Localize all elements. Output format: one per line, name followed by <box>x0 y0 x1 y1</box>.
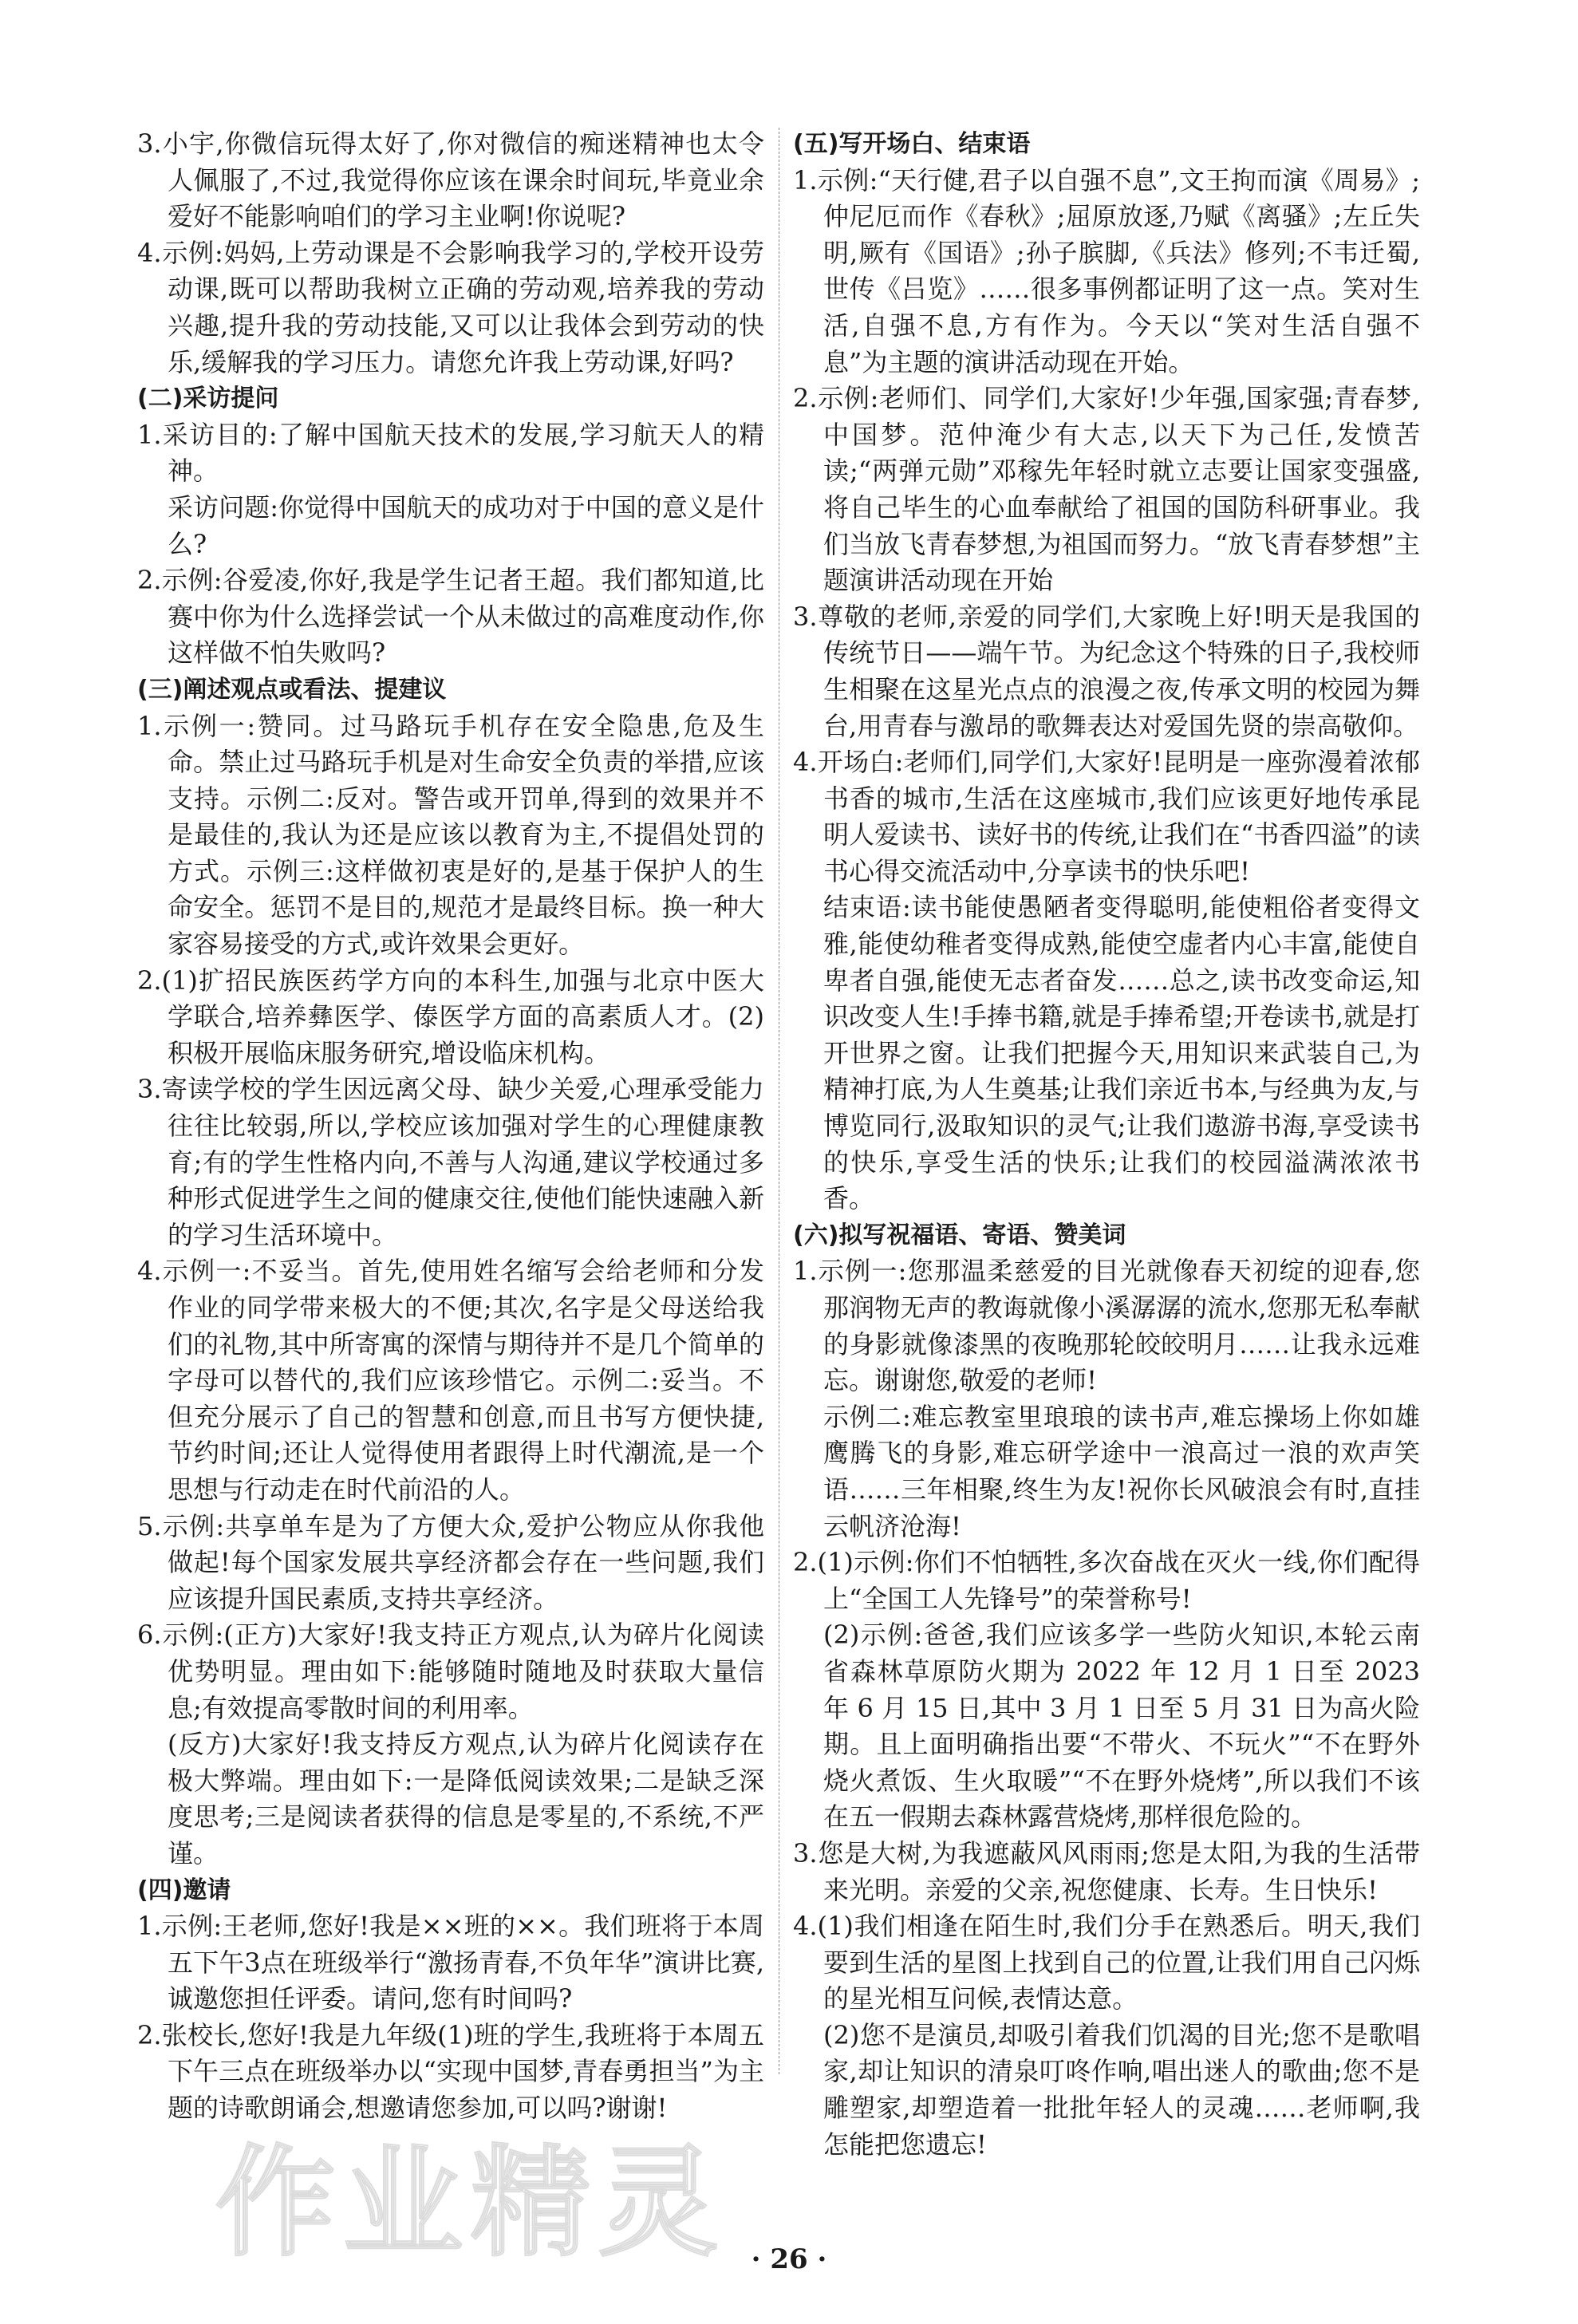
answer-item: 4.示例一:不妥当。首先,使用姓名缩写会给老师和分发作业的同学带来极大的不便;其次,名字是父母送给我们的礼物,其中所寄寓的深情与期待并不是几个简单的字母可以替代的,我们应该珍惜它。示例二:妥当。不但充分展示了自己的智慧和创意,而且书写方便快捷,节约时间;还让人觉得使用者跟得上时代潮流,是一个思想与行动走在时代前沿的人。 <box>137 1256 764 1505</box>
answer-continuation: (2)您不是演员,却吸引着我们饥渴的目光;您不是歌唱家,却让知识的清泉叮咚作响,唱出迷人的歌曲;您不是雕塑家,却塑造着一批批年轻人的灵魂……老师啊,我怎能把您遗忘! <box>823 2019 1420 2160</box>
answer-item: 2.(1)示例:你们不怕牺牲,多次奋战在灭火一线,你们配得上“全国工人先锋号”的荣誉称号! <box>793 1547 1420 1614</box>
answer-continuation: (反方)大家好!我支持反方观点,认为碎片化阅读存在极大弊端。理由如下:一是降低阅读效果;二是缺乏深度思考;三是阅读者获得的信息是零星的,不系统,不严谨。 <box>168 1729 764 1868</box>
answer-item: 1.示例:“天行健,君子以自强不息”,文王拘而演《周易》;仲尼厄而作《春秋》;屈原放逐,乃赋《离骚》;左丘失明,厥有《国语》;孙子膑脚,《兵法》修列;不韦迁蜀,世传《吕览》……很多事例都证明了这一点。笑对生活,自强不息,方有作为。今天以“笑对生活自强不息”为主题的演讲活动现在开始。 <box>793 164 1420 377</box>
left-column <box>137 126 764 2127</box>
answer-continuation: (2)示例:爸爸,我们应该多学一些防火知识,本轮云南省森林草原防火期为 2022 年 12 月 1 日至 2023 年 6 月 15 日,其中 3 月 1 日至 5 月 31 日为高火险期。且上面明确指出要“不带火、不玩火”“不在野外烧火煮饭、生火取暖”“不在野外烧烤”,所以我们不该在五一假期去森林露营烧烤,那样很危险的。 <box>823 1620 1420 1833</box>
answer-item: 1.采访目的:了解中国航天技术的发展,学习航天人的精神。 <box>137 419 764 487</box>
answer-item: 3.寄读学校的学生因远离父母、缺少关爱,心理承受能力往往比较弱,所以,学校应该加强对学生的心理健康教育;有的学生性格内向,不善与人沟通,建议学校通过多种形式促进学生之间的健康交往,使他们能快速融入新的学习生活环境中。 <box>137 1074 764 1250</box>
section-heading: (六)拟写祝福语、寄语、赞美词 <box>793 1221 1126 1249</box>
section-heading: (五)写开场白、结束语 <box>793 130 1031 158</box>
answer-item: 6.示例:(正方)大家好!我支持正方观点,认为碎片化阅读优势明显。理由如下:能够随时随地及时获取大量信息;有效提高零散时间的利用率。 <box>137 1620 764 1723</box>
watermark: 作业精灵 <box>215 2134 727 2273</box>
answer-item: 3.您是大树,为我遮蔽风风雨雨;您是太阳,为我的生活带来光明。亲爱的父亲,祝您健康、长寿。生日快乐! <box>793 1837 1420 1905</box>
answer-item: 2.(1)扩招民族医药学方向的本科生,加强与北京中医大学联合,培养彝医学、傣医学方面的高素质人才。(2)积极开展临床服务研究,增设临床机构。 <box>137 965 764 1068</box>
section-heading: (三)阐述观点或看法、提建议 <box>137 675 447 704</box>
answer-item: 2.示例:谷爱凌,你好,我是学生记者王超。我们都知道,比赛中你为什么选择尝试一个从未做过的高难度动作,你这样做不怕失败吗? <box>137 565 764 669</box>
answer-item: 1.示例一:赞同。过马路玩手机存在安全隐患,危及生命。禁止过马路玩手机是对生命安全负责的举措,应该支持。示例二:反对。警告或开罚单,得到的效果并不是最佳的,我认为还是应该以教育为主,不提倡处罚的方式。示例三:这样做初衷是好的,是基于保护人的生命安全。惩罚不是目的,规范才是最终目标。换一种大家容易接受的方式,或许效果会更好。 <box>137 710 764 960</box>
answer-item: 5.示例:共享单车是为了方便大众,爱护公物应从你我他做起!每个国家发展共享经济都会存在一些问题,我们应该提升国民素质,支持共享经济。 <box>137 1510 764 1614</box>
answer-continuation: 示例二:难忘教室里琅琅的读书声,难忘操场上你如雄鹰腾飞的身影,难忘研学途中一浪高过一浪的欢声笑语……三年相聚,终生为友!祝你长风破浪会有时,直挂云帆济沧海! <box>823 1401 1420 1541</box>
answer-item: 3.小宇,你微信玩得太好了,你对微信的痴迷精神也太令人佩服了,不过,我觉得你应该在课余时间玩,毕竟业余爱好不能影响咱们的学习主业啊!你说呢? <box>137 128 764 232</box>
answer-item: 2.张校长,您好!我是九年级(1)班的学生,我班将于本周五下午三点在班级举办以“实现中国梦,青春勇担当”为主题的诗歌朗诵会,想邀请您参加,可以吗?谢谢! <box>137 2019 764 2124</box>
answer-item: 1.示例:王老师,您好!我是××班的××。我们班将于本周五下午3点在班级举行“激扬青春,不负年华”演讲比赛,诚邀您担任评委。请问,您有时间吗? <box>137 1911 764 2014</box>
answer-item: 1.示例一:您那温柔慈爱的目光就像春天初绽的迎春,您那润物无声的教诲就像小溪潺潺的流水,您那无私奉献的身影就像漆黑的夜晚那轮皎皎明月……让我永远难忘。谢谢您,敬爱的老师! <box>793 1256 1420 1396</box>
section-heading: (二)采访提问 <box>137 385 279 413</box>
page-number: · 26 · <box>751 2243 827 2275</box>
section-heading: (四)邀请 <box>137 1876 231 1904</box>
answer-continuation: 采访问题:你觉得中国航天的成功对于中国的意义是什么? <box>168 491 764 559</box>
answer-item: 4.(1)我们相逢在陌生时,我们分手在熟悉后。明天,我们要到生活的星图上找到自己的位置,让我们用自己闪烁的星光相互问候,表情达意。 <box>793 1911 1420 2014</box>
right-column <box>793 126 1420 2163</box>
answer-item: 3.尊敬的老师,亲爱的同学们,大家晚上好!明天是我国的传统节日——端午节。为纪念这个特殊的日子,我校师生相聚在这星光点点的浪漫之夜,传承文明的校园为舞台,用青春与激昂的歌舞表达对爱国先贤的崇高敬仰。 <box>793 601 1420 741</box>
answer-item: 2.示例:老师们、同学们,大家好!少年强,国家强;青春梦,中国梦。范仲淹少有大志,以天下为己任,发愤苦读;“两弹元勋”邓稼先年轻时就立志要让国家变强盛,将自己毕生的心血奉献给了祖国的国防科研事业。我们当放飞青春梦想,为祖国而努力。“放飞青春梦想”主题演讲活动现在开始 <box>793 383 1420 596</box>
answer-continuation: 结束语:读书能使愚陋者变得聪明,能使粗俗者变得文雅,能使幼稚者变得成熟,能使空虚者内心丰富,能使自卑者自强,能使无志者奋发……总之,读书改变命运,知识改变人生!手捧书籍,就是手捧希望;开卷读书,就是打开世界之窗。让我们把握今天,用知识来武装自己,为精神打底,为人生奠基;让我们亲近书本,与经典为友,与博览同行,汲取知识的灵气;让我们遨游书海,享受读书的快乐,享受生活的快乐;让我们的校园溢满浓浓书香。 <box>823 892 1420 1214</box>
answer-item: 4.开场白:老师们,同学们,大家好!昆明是一座弥漫着浓郁书香的城市,生活在这座城市,我们应该更好地传承昆明人爱读书、读好书的传统,让我们在“书香四溢”的读书心得交流活动中,分享读书的快乐吧! <box>793 747 1420 886</box>
answer-item: 4.示例:妈妈,上劳动课是不会影响我学习的,学校开设劳动课,既可以帮助我树立正确的劳动观,培养我的劳动兴趣,提升我的劳动技能,又可以让我体会到劳动的快乐,缓解我的学习压力。请您允许我上劳动课,好吗? <box>137 237 764 377</box>
